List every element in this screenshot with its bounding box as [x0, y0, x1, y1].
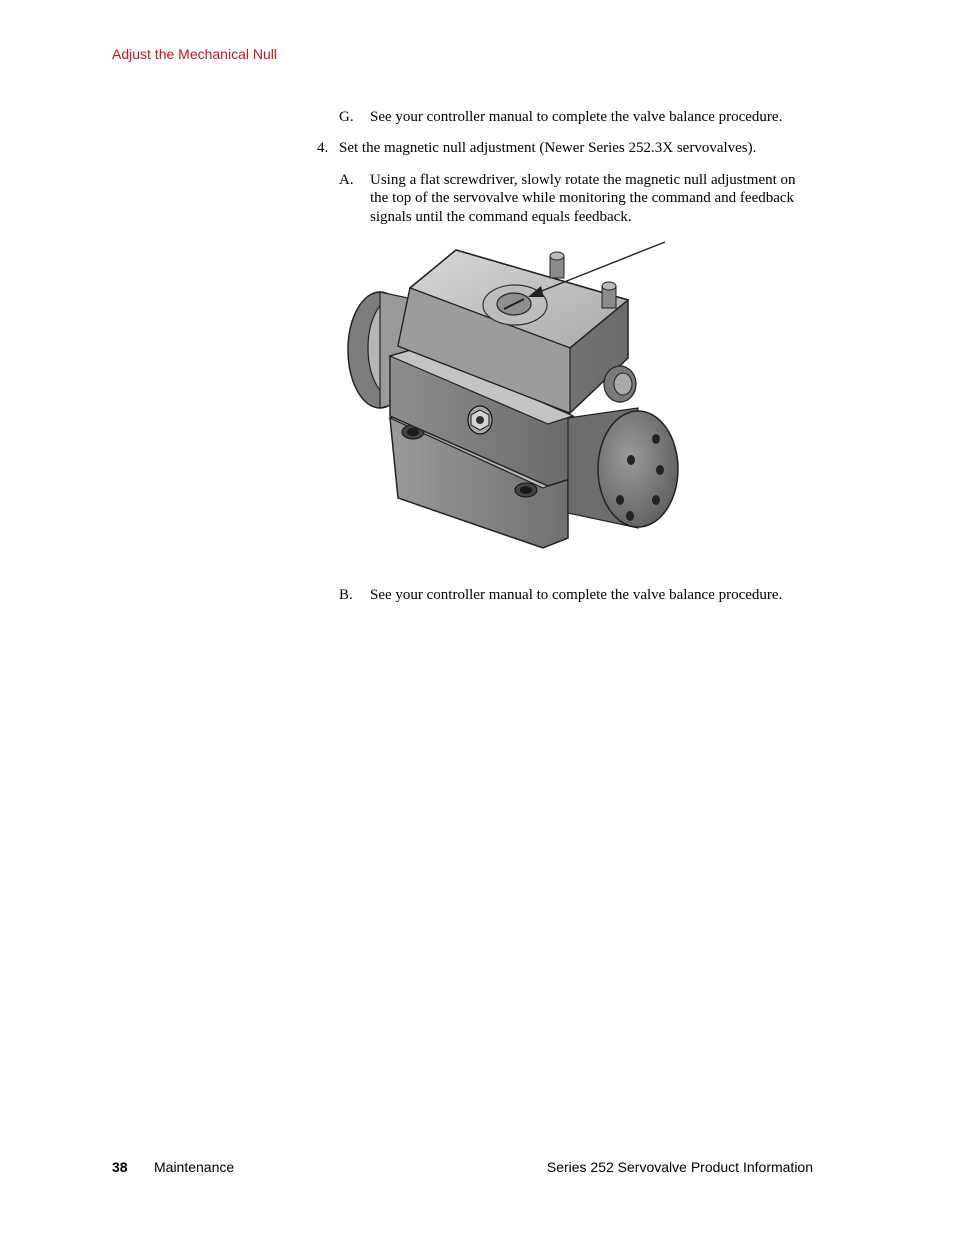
step-4-marker: 4. — [317, 140, 329, 156]
footer-section: Maintenance — [154, 1159, 235, 1175]
step-a-line-3: signals until the command equals feedback. — [370, 209, 632, 225]
footer-document-title: Series 252 Servovalve Product Information — [546, 1159, 813, 1175]
step-g-text: See your controller manual to complete the valve balance procedure. — [370, 109, 783, 125]
step-4-text: Set the magnetic null adjustment (Newer Series 252.3X servovalves). — [339, 140, 757, 156]
page-number: 38 — [112, 1159, 128, 1175]
step-a-line-2: the top of the servovalve while monitoring the command and feedback — [370, 190, 795, 206]
step-a-line-1: Using a flat screwdriver, slowly rotate the magnetic null adjustment on — [370, 172, 796, 188]
step-b-text: See your controller manual to complete the valve balance procedure. — [370, 587, 783, 603]
step-a-marker: A. — [339, 172, 354, 188]
running-header: Adjust the Mechanical Null — [112, 46, 277, 62]
callout-arrow — [528, 242, 665, 297]
right-end-cap — [568, 408, 678, 528]
step-b-marker: B. — [339, 587, 353, 603]
servovalve-illustration — [338, 238, 683, 553]
step-g-marker: G. — [339, 109, 354, 125]
